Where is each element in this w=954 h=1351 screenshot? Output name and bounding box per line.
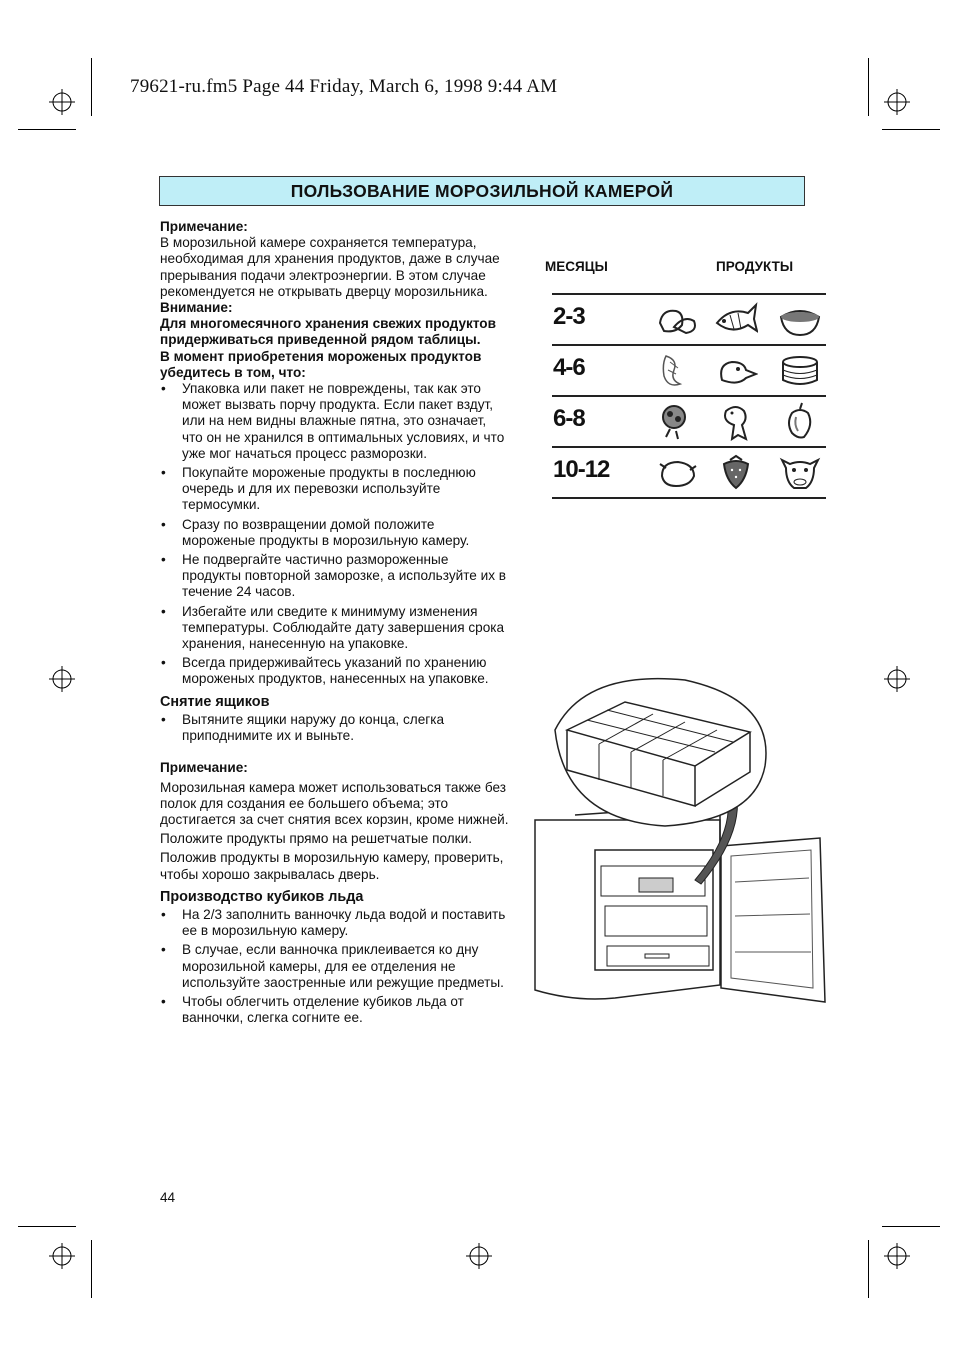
table-row bbox=[552, 344, 826, 395]
table-row bbox=[552, 446, 826, 499]
note-heading: Примечание: bbox=[160, 760, 248, 776]
storage-table bbox=[552, 293, 826, 499]
crop-mark bbox=[18, 129, 76, 130]
note-text: Положив продукты в морозильную камеру, проверить, чтобы хорошо закрывалась дверь. bbox=[160, 850, 504, 882]
drawers-heading: Снятие ящиков bbox=[160, 693, 270, 710]
registration-mark-icon bbox=[49, 89, 75, 115]
soup-bowl-icon bbox=[778, 299, 822, 339]
note-text: В морозильной камере сохраняется температура, необходимая для хранения продуктов, даже в случае прерывания подачи электроэнергии. В этом случае рекомендуется не открывать дверцу морозильника. bbox=[160, 235, 500, 299]
note-heading: Примечание: bbox=[160, 219, 248, 234]
lamb-icon bbox=[714, 401, 758, 441]
bread-icon bbox=[656, 299, 700, 339]
list-item: • Вытяните ящики наружу до конца, слегка приподнимите их и выньте. bbox=[160, 712, 510, 744]
attention-text: Для многомесячного хранения свежих продуктов придерживаться приведенной рядом таблицы. bbox=[160, 316, 496, 348]
ice-heading: Производство кубиков льда bbox=[160, 888, 364, 905]
freezer-illustration bbox=[515, 670, 830, 1015]
crop-mark bbox=[91, 1240, 92, 1298]
section-title: ПОЛЬЗОВАНИЕ МОРОЗИЛЬНОЙ КАМЕРОЙ bbox=[159, 176, 805, 206]
list-item: • Не подвергайте частично размороженные продукты повторной заморозке, а используйте их в течение 24 часов. bbox=[160, 552, 510, 601]
list-item: • В случае, если ванночка приклеивается ко дну морозильной камеры, для ее отделения не используйте заостренные или режущие предметы. bbox=[160, 942, 510, 991]
pepper-icon bbox=[778, 401, 822, 441]
crop-mark bbox=[868, 58, 869, 116]
crop-mark bbox=[18, 1226, 76, 1227]
registration-mark-icon bbox=[49, 1243, 75, 1269]
months-label: 6-8 bbox=[553, 405, 585, 432]
registration-mark-icon bbox=[884, 89, 910, 115]
list-item: • На 2/3 заполнить ванночку льда водой и поставить ее в морозильную камеру. bbox=[160, 907, 510, 939]
list-item: • Сразу по возвращении домой положите мороженые продукты в морозильную камеру. bbox=[160, 517, 510, 549]
products-column-header: ПРОДУКТЫ bbox=[716, 259, 794, 274]
months-label: 4-6 bbox=[553, 354, 585, 381]
note-text: Положите продукты прямо на решетчатые полки. bbox=[160, 831, 472, 847]
note-text: Морозильная камера может использоваться также без полок для создания ее большего объема; это достигается за счет снятия всех корзин, кроме нижней. bbox=[160, 779, 509, 827]
cow-icon bbox=[778, 452, 822, 492]
chicken-icon bbox=[656, 452, 700, 492]
list-item: • Избегайте или сведите к минимуму изменения температуры. Соблюдайте дату завершения срока хранения, нанесенную на упаковке. bbox=[160, 604, 510, 653]
strawberry-icon bbox=[714, 452, 758, 492]
fish-icon bbox=[714, 299, 758, 339]
registration-mark-icon bbox=[884, 1243, 910, 1269]
table-row bbox=[552, 395, 826, 446]
list-item: • Упаковка или пакет не повреждены, так как это может вызвать порчу продукта. Если пакет вздут, или на нем видны влажные пятна, это означает, что он не хранился в оптимальных условиях, и что уже мог начаться процесс разморозки. bbox=[160, 381, 510, 462]
months-label: 10-12 bbox=[553, 456, 610, 483]
crop-mark bbox=[91, 58, 92, 116]
crop-mark bbox=[882, 129, 940, 130]
page-number: 44 bbox=[160, 1190, 176, 1205]
registration-mark-icon bbox=[884, 666, 910, 692]
attention-heading: Внимание: bbox=[160, 300, 233, 316]
registration-mark-icon bbox=[49, 666, 75, 692]
duck-icon bbox=[714, 350, 758, 390]
attention-text: В момент приобретения мороженых продуктов убедитесь в том, что: bbox=[160, 348, 482, 380]
crop-mark bbox=[882, 1226, 940, 1227]
crop-mark bbox=[868, 1240, 869, 1298]
fish-fillet-icon bbox=[656, 350, 700, 390]
list-item: • Всегда придерживайтесь указаний по хранению мороженых продуктов, нанесенных на упаковке. bbox=[160, 655, 510, 687]
ice-list bbox=[160, 907, 510, 1026]
purchase-tips-list bbox=[160, 381, 510, 688]
registration-mark-icon bbox=[466, 1243, 492, 1269]
months-column-header: МЕСЯЦЫ bbox=[545, 259, 608, 274]
table-row bbox=[552, 293, 826, 344]
vegetables-icon bbox=[656, 401, 700, 441]
file-header: 79621-ru.fm5 Page 44 Friday, March 6, 1998 9:44 AM bbox=[130, 76, 558, 97]
list-item: • Покупайте мороженые продукты в последнюю очередь и для их перевозки используйте термосумки. bbox=[160, 465, 510, 514]
drawers-list bbox=[160, 712, 510, 744]
list-item: • Чтобы облегчить отделение кубиков льда от ванночки, слегка согните ее. bbox=[160, 994, 510, 1026]
sliced-cake-icon bbox=[778, 350, 822, 390]
months-label: 2-3 bbox=[553, 303, 585, 330]
text-column bbox=[160, 219, 510, 1029]
